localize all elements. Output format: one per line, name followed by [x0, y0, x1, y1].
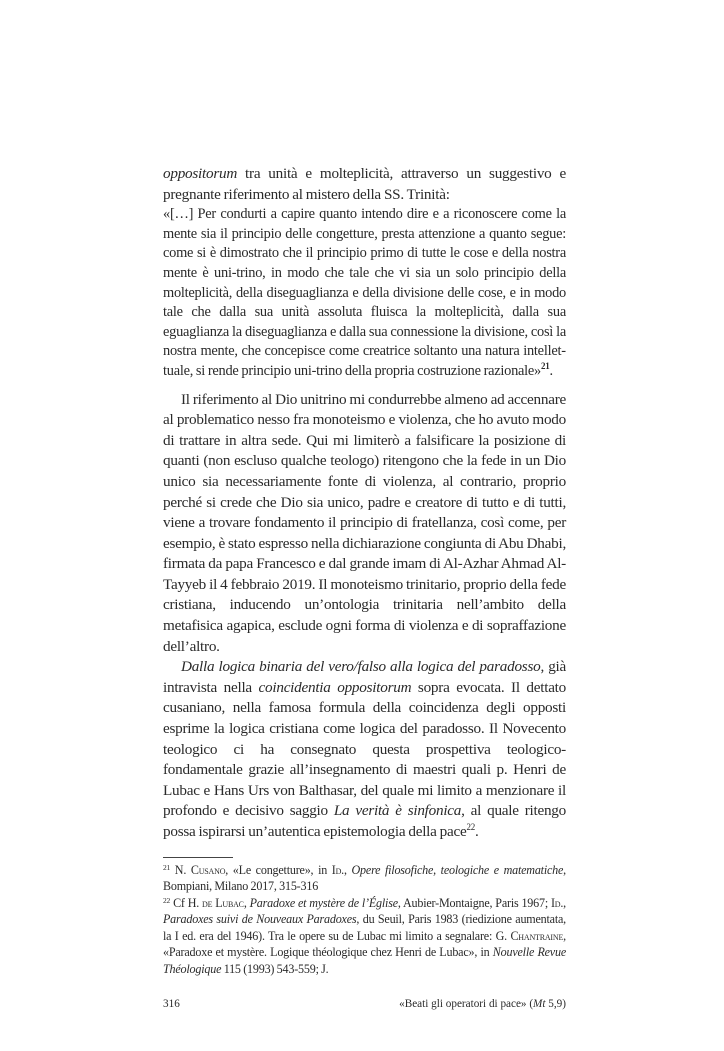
footnote-text: , Bompiani, Milano 2017, 315-316 — [163, 862, 566, 894]
footnote-text: , — [563, 895, 566, 910]
paragraph-3 — [163, 657, 566, 842]
footnote-ref-22[interactable]: 22 — [466, 822, 475, 832]
running-title — [399, 997, 566, 1011]
footnote-text: , Aubier-Montaigne, Paris 1967; — [397, 895, 551, 910]
author-initial: N. — [174, 862, 191, 877]
footnote-number: 22 — [163, 895, 171, 905]
footnote-text: Cf H. — [173, 895, 202, 910]
italic-heading: Dalla logica binaria del vero/falso alla logica del paradosso — [181, 658, 541, 676]
quote-end: . — [549, 362, 553, 379]
running-title-text: «Beati gli operatori di pace» ( — [399, 998, 534, 1011]
author-name: Cusano — [190, 862, 226, 877]
italic-term: oppositorum — [163, 165, 238, 182]
work-title: Paradoxes suivi de Nouveaux Paradoxes — [163, 912, 357, 927]
running-title-italic: Mt — [533, 998, 546, 1011]
running-footer — [163, 997, 566, 1011]
paragraph-2: Il riferimento al Dio unitrino mi condurrebbe almeno ad accennare al problematico nesso fra monoteismo e violenza, che ho avuto modo di trattare in altra sede. Qui mi limiterò a falsificare la posizione di quanti (non escluso qualche teologo) ritengono che la fede in un Dio unico sia necessariamente fonte di violenza, al contrario, proprio perché si crede che Dio sia unico, padre e creatore di tutto e di tutti, viene a trovare fondamento il principio di fratellanza, così come, per esempio, è stato espresso nella dichiarazione congiunta di Abu Dhabi, firmata da papa Francesco e dal grande imam di Al-Azhar Ahmad Al-Tayyeb il 4 febbraio 2019. Il monoteismo trinitario, proprio della fede cristiana, inducendo un’ontologia trinitaria nell’ambito della metafisica agapica, esclude ogni forma di violenza e di sopraffazione dell’altro. — [163, 390, 566, 655]
text-column — [163, 0, 566, 1051]
footnote-number: 21 — [163, 862, 171, 872]
work-title: Paradoxe et mystère de l’Église — [249, 895, 398, 910]
footnotes — [163, 862, 566, 978]
paragraph-text: , già intravista nella — [163, 658, 566, 696]
italic-book-title: La verità è sinfonica — [333, 802, 462, 820]
ibid: Id. — [331, 862, 344, 877]
footnote-22 — [163, 895, 566, 978]
footnote-text: 115 (1993) 543-559; J. — [221, 961, 329, 976]
footnote-text: , — [243, 895, 250, 910]
italic-term: coincidentia oppositorum — [258, 678, 412, 696]
footnote-21 — [163, 862, 566, 895]
footnote-text: , du Seuil, Paris 1983 (riedizione aumentata, la I ed. era del 1946). Tra le opere su de Lubac mi limito a segnalare: G. — [163, 912, 566, 943]
page-number: 316 — [163, 998, 180, 1011]
footnote-text: , — [344, 862, 352, 877]
footnote-text: , «Le congetture», in — [225, 862, 332, 877]
quote-text: «[…] Per condurti a capire quanto intendo dire e a riconoscere come la mente sia il principio delle congetture, presta attenzione a quanto segue: come si è dimostrato che il principio primo di tutte le cose e della nostra mente è uni-trino, in modo che tale che vi sia un solo principio della molteplicità, della diseguaglianza e della divisione delle cose, e in modo tale che dalla sua unità assoluta fluisca la molteplicità, dalla sua eguaglianza la diseguaglianza e dalla sua connessione la divisione, così la nostra mente, che concepisce come creatrice soltanto una natura intellettuale, si rende principio uni-trino della propria costruzione razionale» — [163, 206, 566, 379]
footnote-text: , «Paradoxe et mystère. Logique théologique chez Henri de Lubac», in — [163, 928, 566, 960]
journal-title: Nouvelle Revue Théologique — [163, 945, 566, 976]
paragraph-text: sopra evocata. Il dettato cusaniano, nella famosa formula della coincidenza degli opposti esprime la logica cristiana come logica del paradosso. Il Novecento teologico ci ha consegnato questa prospettiva teologico-fondamentale grazie all’insegnamento di maestri quali p. Henri de Lubac e Hans Urs von Balthasar, del quale mi limito a menzionare il profondo e decisivo saggio — [163, 678, 566, 820]
footnote-ref-21[interactable]: 21 — [541, 360, 550, 371]
main-text — [163, 164, 566, 843]
block-quote — [163, 205, 566, 381]
paragraph-text: , al quale ritengo possa ispirarsi un’autentica epistemologia della pace — [163, 802, 566, 840]
footnote-separator — [163, 857, 233, 858]
work-title: Opere filosofiche, teologiche e matematiche — [351, 862, 564, 877]
paragraph-end: . — [475, 823, 479, 840]
author-name: de Lubac — [202, 895, 244, 910]
paragraph-1 — [163, 164, 566, 205]
paragraph-text: tra unità e molteplicità, attraverso un suggestivo e pregnante riferimento al mistero della SS. Trinità: — [163, 165, 566, 203]
running-title-end: 5,9) — [545, 998, 566, 1011]
ibid: Id. — [550, 895, 564, 910]
author-name: Chantraine — [510, 928, 564, 943]
